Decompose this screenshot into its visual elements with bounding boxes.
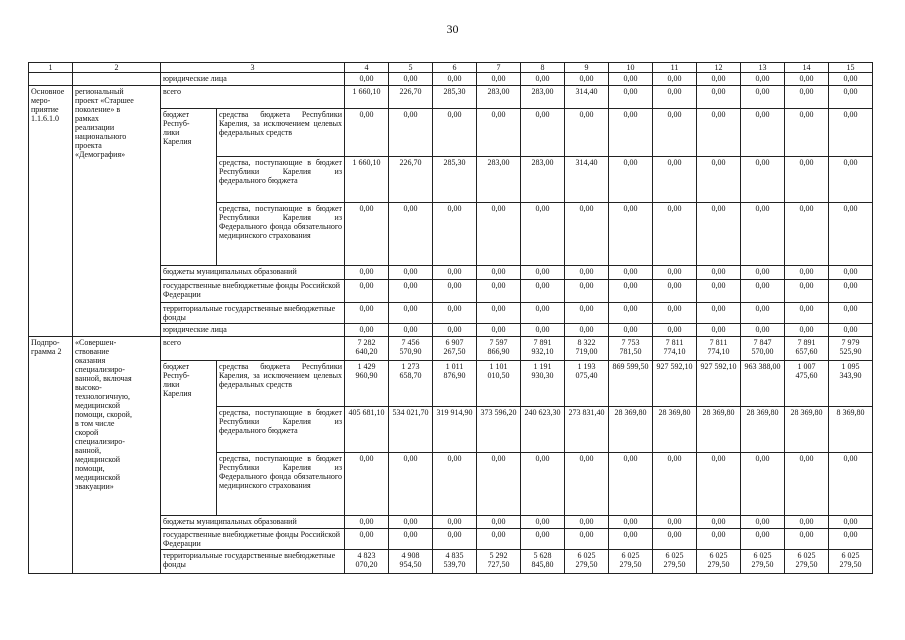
value-cell: 0,00: [477, 203, 521, 266]
value-cell: 226,70: [389, 86, 433, 109]
value-cell: 0,00: [829, 203, 873, 266]
value-cell: 0,00: [565, 73, 609, 86]
value-cell: 0,00: [741, 324, 785, 337]
value-cell: 405 681,10: [345, 407, 389, 453]
value-cell: 0,00: [521, 203, 565, 266]
value-cell: 5 628 845,80: [521, 550, 565, 574]
value-cell: 0,00: [521, 266, 565, 280]
value-cell: 0,00: [829, 529, 873, 550]
value-cell: 0,00: [697, 157, 741, 203]
value-cell: 0,00: [389, 516, 433, 529]
column-header: 2: [73, 63, 161, 73]
value-cell: 0,00: [433, 109, 477, 157]
value-cell: 0,00: [565, 109, 609, 157]
value-cell: 0,00: [389, 73, 433, 86]
row-label: юридические лица: [161, 324, 345, 337]
value-cell: 0,00: [653, 280, 697, 303]
value-cell: 6 025 279,50: [741, 550, 785, 574]
value-cell: 0,00: [521, 516, 565, 529]
value-cell: 0,00: [389, 280, 433, 303]
value-cell: 0,00: [697, 266, 741, 280]
value-cell: 0,00: [345, 266, 389, 280]
value-cell: 0,00: [653, 516, 697, 529]
value-cell: 0,00: [785, 109, 829, 157]
value-cell: 0,00: [389, 303, 433, 324]
value-cell: 0,00: [829, 266, 873, 280]
value-cell: 0,00: [433, 324, 477, 337]
value-cell: 7 979 525,90: [829, 337, 873, 361]
value-cell: 28 369,80: [609, 407, 653, 453]
value-cell: 0,00: [653, 86, 697, 109]
value-cell: 0,00: [609, 266, 653, 280]
value-cell: 0,00: [389, 324, 433, 337]
row-label: бюджеты муниципальных образований: [161, 266, 345, 280]
value-cell: 0,00: [785, 529, 829, 550]
table-row: [29, 63, 873, 73]
value-cell: 534 021,70: [389, 407, 433, 453]
value-cell: 4 823 070,20: [345, 550, 389, 574]
value-cell: 314,40: [565, 157, 609, 203]
value-cell: 0,00: [609, 109, 653, 157]
value-cell: 0,00: [345, 73, 389, 86]
table-row: [29, 73, 873, 86]
row-label: средства бюджета Республики Карелия, за исключением целевых федеральных средств: [217, 109, 345, 157]
value-cell: 0,00: [829, 73, 873, 86]
value-cell: 0,00: [609, 529, 653, 550]
value-cell: 1 660,10: [345, 157, 389, 203]
value-cell: 283,00: [521, 86, 565, 109]
column-header: 11: [653, 63, 697, 73]
value-cell: 0,00: [741, 516, 785, 529]
value-cell: 869 599,50: [609, 361, 653, 407]
value-cell: 6 025 279,50: [697, 550, 741, 574]
column-header: 1: [29, 63, 73, 73]
value-cell: 0,00: [433, 303, 477, 324]
value-cell: 240 623,30: [521, 407, 565, 453]
row-label: средства, поступающие в бюджет Республики Карелия из федерального бюджета: [217, 407, 345, 453]
value-cell: 0,00: [697, 86, 741, 109]
value-cell: 0,00: [345, 516, 389, 529]
row-label: средства, поступающие в бюджет Республики Карелия из федерального бюджета: [217, 157, 345, 203]
row-label: юридические лица: [161, 73, 345, 86]
value-cell: 7 811 774,10: [653, 337, 697, 361]
value-cell: 0,00: [477, 303, 521, 324]
value-cell: 0,00: [477, 453, 521, 516]
value-cell: 0,00: [433, 516, 477, 529]
table-row: [29, 86, 873, 109]
value-cell: 0,00: [653, 266, 697, 280]
value-cell: 0,00: [697, 280, 741, 303]
value-cell: 0,00: [741, 529, 785, 550]
value-cell: 0,00: [565, 266, 609, 280]
value-cell: 0,00: [785, 516, 829, 529]
value-cell: 0,00: [697, 203, 741, 266]
value-cell: 0,00: [389, 266, 433, 280]
column-header: 8: [521, 63, 565, 73]
value-cell: 0,00: [521, 73, 565, 86]
value-cell: 0,00: [653, 453, 697, 516]
value-cell: 0,00: [345, 109, 389, 157]
value-cell: 7 891 657,60: [785, 337, 829, 361]
empty-cell: [29, 73, 73, 86]
value-cell: 4 835 539,70: [433, 550, 477, 574]
budget-label: бюджет Респуб- лики Карелия: [161, 361, 217, 516]
value-cell: 6 025 279,50: [785, 550, 829, 574]
value-cell: 0,00: [653, 109, 697, 157]
value-cell: 0,00: [653, 73, 697, 86]
value-cell: 319 914,90: [433, 407, 477, 453]
value-cell: 7 597 866,90: [477, 337, 521, 361]
value-cell: 0,00: [565, 324, 609, 337]
value-cell: 927 592,10: [653, 361, 697, 407]
value-cell: 0,00: [829, 86, 873, 109]
value-cell: 0,00: [477, 109, 521, 157]
value-cell: 0,00: [521, 280, 565, 303]
value-cell: 0,00: [785, 266, 829, 280]
row-label: средства, поступающие в бюджет Республики Карелия из Федерального фонда обязательного медицинского страхования: [217, 203, 345, 266]
value-cell: 28 369,80: [697, 407, 741, 453]
value-cell: 0,00: [741, 73, 785, 86]
value-cell: 0,00: [697, 109, 741, 157]
value-cell: 0,00: [389, 109, 433, 157]
value-cell: 0,00: [389, 203, 433, 266]
value-cell: 0,00: [785, 86, 829, 109]
value-cell: 0,00: [829, 453, 873, 516]
value-cell: 0,00: [477, 324, 521, 337]
value-cell: 314,40: [565, 86, 609, 109]
value-cell: 6 025 279,50: [609, 550, 653, 574]
subprogram-title: «Совершен- ствование оказания специализиро- ванной, включая высоко- технологичную, медицинской помощи, скорой, в том числе скорой специализиро- ванной, медицинской помощи, медицинской эвакуации»: [73, 337, 161, 574]
value-cell: 1 011 876,90: [433, 361, 477, 407]
value-cell: 0,00: [477, 266, 521, 280]
value-cell: 7 811 774,10: [697, 337, 741, 361]
empty-cell: [73, 73, 161, 86]
value-cell: 927 592,10: [697, 361, 741, 407]
column-header: 12: [697, 63, 741, 73]
value-cell: 283,00: [477, 157, 521, 203]
value-cell: 0,00: [653, 324, 697, 337]
value-cell: 6 025 279,50: [829, 550, 873, 574]
value-cell: 1 095 343,90: [829, 361, 873, 407]
column-header: 5: [389, 63, 433, 73]
value-cell: 7 753 781,50: [609, 337, 653, 361]
value-cell: 0,00: [389, 529, 433, 550]
value-cell: 1 191 930,30: [521, 361, 565, 407]
value-cell: 0,00: [697, 516, 741, 529]
value-cell: 0,00: [609, 280, 653, 303]
value-cell: 0,00: [565, 453, 609, 516]
page-number: 30: [446, 22, 459, 36]
value-cell: 1 101 010,50: [477, 361, 521, 407]
value-cell: 1 660,10: [345, 86, 389, 109]
value-cell: 0,00: [345, 529, 389, 550]
value-cell: 0,00: [521, 324, 565, 337]
column-header: 7: [477, 63, 521, 73]
value-cell: 0,00: [741, 203, 785, 266]
value-cell: 1 007 475,60: [785, 361, 829, 407]
row-label: всего: [161, 86, 345, 109]
value-cell: 0,00: [697, 73, 741, 86]
value-cell: 7 456 570,90: [389, 337, 433, 361]
value-cell: 0,00: [433, 73, 477, 86]
value-cell: 0,00: [785, 203, 829, 266]
value-cell: 4 908 954,50: [389, 550, 433, 574]
value-cell: 273 831,40: [565, 407, 609, 453]
value-cell: 0,00: [741, 280, 785, 303]
value-cell: 0,00: [565, 303, 609, 324]
project-name: региональный проект «Старшее поколение» в рамках реализации национального проекта «Демография»: [73, 86, 161, 337]
row-label: государственные внебюджетные фонды Российской Федерации: [161, 280, 345, 303]
column-header: 15: [829, 63, 873, 73]
value-cell: 283,00: [521, 157, 565, 203]
activity-label: Основное меро- приятие 1.1.6.1.0: [29, 86, 73, 337]
value-cell: 0,00: [829, 280, 873, 303]
value-cell: 0,00: [345, 203, 389, 266]
value-cell: 7 282 640,20: [345, 337, 389, 361]
value-cell: 0,00: [829, 109, 873, 157]
column-header: 10: [609, 63, 653, 73]
value-cell: 0,00: [345, 280, 389, 303]
value-cell: 283,00: [477, 86, 521, 109]
row-label: территориальные государственные внебюджетные фонды: [161, 550, 345, 574]
row-label: территориальные государственные внебюджетные фонды: [161, 303, 345, 324]
value-cell: 0,00: [433, 453, 477, 516]
column-header: 3: [161, 63, 345, 73]
value-cell: 0,00: [609, 516, 653, 529]
value-cell: 0,00: [433, 203, 477, 266]
value-cell: 285,30: [433, 86, 477, 109]
value-cell: 1 193 075,40: [565, 361, 609, 407]
value-cell: 0,00: [609, 324, 653, 337]
value-cell: 0,00: [829, 324, 873, 337]
value-cell: 28 369,80: [785, 407, 829, 453]
value-cell: 6 025 279,50: [565, 550, 609, 574]
row-label: государственные внебюджетные фонды Российской Федерации: [161, 529, 345, 550]
row-label: средства, поступающие в бюджет Республики Карелия из Федерального фонда обязательного медицинского страхования: [217, 453, 345, 516]
value-cell: 0,00: [521, 109, 565, 157]
value-cell: 0,00: [477, 280, 521, 303]
budget-table: [28, 62, 873, 574]
value-cell: 0,00: [829, 516, 873, 529]
value-cell: 28 369,80: [653, 407, 697, 453]
value-cell: 0,00: [609, 73, 653, 86]
value-cell: 0,00: [433, 280, 477, 303]
value-cell: 285,30: [433, 157, 477, 203]
column-header: 4: [345, 63, 389, 73]
value-cell: 0,00: [741, 86, 785, 109]
value-cell: 7 891 932,10: [521, 337, 565, 361]
value-cell: 0,00: [785, 157, 829, 203]
row-label: всего: [161, 337, 345, 361]
value-cell: 1 429 960,90: [345, 361, 389, 407]
value-cell: 0,00: [609, 203, 653, 266]
value-cell: 0,00: [477, 529, 521, 550]
value-cell: 0,00: [565, 529, 609, 550]
budget-label: бюджет Респуб- лики Карелия: [161, 109, 217, 266]
row-label: средства бюджета Республики Карелия, за исключением целевых федеральных средств: [217, 361, 345, 407]
value-cell: 0,00: [477, 73, 521, 86]
value-cell: 1 273 658,70: [389, 361, 433, 407]
row-label: бюджеты муниципальных образований: [161, 516, 345, 529]
value-cell: 0,00: [565, 280, 609, 303]
value-cell: 0,00: [785, 324, 829, 337]
value-cell: 0,00: [609, 157, 653, 203]
value-cell: 0,00: [345, 303, 389, 324]
value-cell: 0,00: [433, 529, 477, 550]
value-cell: 7 847 570,00: [741, 337, 785, 361]
value-cell: 0,00: [609, 453, 653, 516]
table-row: [29, 337, 873, 361]
column-header: 13: [741, 63, 785, 73]
value-cell: 0,00: [697, 303, 741, 324]
value-cell: 226,70: [389, 157, 433, 203]
value-cell: 0,00: [653, 203, 697, 266]
value-cell: 6 025 279,50: [653, 550, 697, 574]
value-cell: 0,00: [433, 266, 477, 280]
subprogram-label: Подпро- грамма 2: [29, 337, 73, 574]
value-cell: 0,00: [653, 303, 697, 324]
value-cell: 6 907 267,50: [433, 337, 477, 361]
value-cell: 28 369,80: [741, 407, 785, 453]
value-cell: 0,00: [609, 86, 653, 109]
value-cell: 0,00: [741, 109, 785, 157]
value-cell: 8 369,80: [829, 407, 873, 453]
value-cell: 0,00: [785, 303, 829, 324]
value-cell: 0,00: [477, 516, 521, 529]
value-cell: 0,00: [345, 453, 389, 516]
column-header: 14: [785, 63, 829, 73]
value-cell: 373 596,20: [477, 407, 521, 453]
value-cell: 0,00: [521, 453, 565, 516]
column-header: 6: [433, 63, 477, 73]
value-cell: 0,00: [785, 73, 829, 86]
value-cell: 0,00: [609, 303, 653, 324]
column-header: 9: [565, 63, 609, 73]
value-cell: 0,00: [697, 324, 741, 337]
value-cell: 0,00: [565, 203, 609, 266]
value-cell: 0,00: [345, 324, 389, 337]
value-cell: 0,00: [521, 529, 565, 550]
value-cell: 0,00: [741, 266, 785, 280]
value-cell: 0,00: [741, 303, 785, 324]
value-cell: 963 388,00: [741, 361, 785, 407]
value-cell: 0,00: [785, 453, 829, 516]
value-cell: 0,00: [829, 157, 873, 203]
value-cell: 0,00: [389, 453, 433, 516]
value-cell: 0,00: [565, 516, 609, 529]
value-cell: 8 322 719,00: [565, 337, 609, 361]
value-cell: 0,00: [741, 453, 785, 516]
value-cell: 0,00: [697, 529, 741, 550]
value-cell: 0,00: [785, 280, 829, 303]
value-cell: 0,00: [653, 529, 697, 550]
value-cell: 0,00: [829, 303, 873, 324]
value-cell: 0,00: [697, 453, 741, 516]
value-cell: 0,00: [521, 303, 565, 324]
value-cell: 0,00: [741, 157, 785, 203]
value-cell: 0,00: [653, 157, 697, 203]
value-cell: 5 292 727,50: [477, 550, 521, 574]
